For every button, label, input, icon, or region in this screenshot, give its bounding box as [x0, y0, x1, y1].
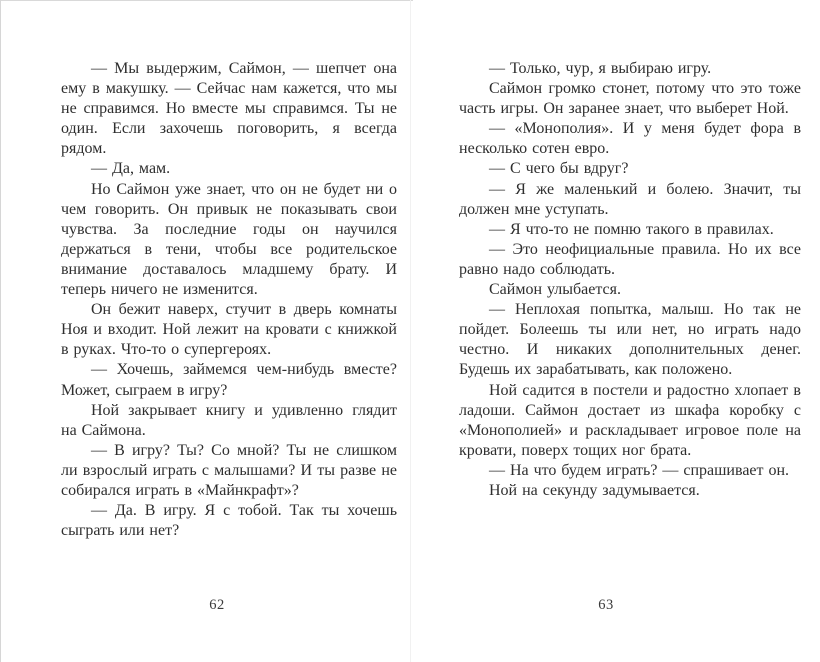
paragraph: — Я же маленький и болею. Значит, ты должен мне уступать.: [459, 180, 801, 218]
paragraph: — Только, чур, я выбираю игру.: [489, 60, 712, 77]
paragraph: — «Монополия». И у меня будет фора в несколько сотен евро.: [459, 120, 801, 158]
paragraph: — В игру? Ты? Со мной? Ты не слишком ли взрослый играть с малышами? И ты разве не собирался играть в «Майнкрафт»?: [61, 441, 397, 499]
page-left: [61, 59, 397, 629]
paragraph: — Неплохая попытка, малыш. Но так не пойдет. Болеешь ты или нет, но играть надо честно. И никаких дополнительных денег. Будешь их зарабатывать, как положено.: [459, 301, 801, 379]
paragraph: — Это неофициальные правила. Но их все равно надо соблюдать.: [459, 240, 801, 278]
paragraph: Но Саймон уже знает, что он не будет ни о чем говорить. Он привык не показывать свои чувства. За последние годы он научился держаться в тени, чтобы все родительское внимание доставалось младшему брату. И теперь ничего не изменится.: [61, 180, 397, 299]
page-right-number: 63: [598, 597, 614, 613]
paragraph: Ной закрывает книгу и удивленно глядит на Саймона.: [61, 401, 397, 439]
paragraph: — Да, мам.: [91, 160, 171, 178]
paragraph: — Мы выдержим, Саймон, — шепчет она ему в макушку. — Сейчас нам кажется, что мы не справимся. Но вместе мы справимся. Ты не один. Если захочешь поговорить, я всегда рядом.: [61, 60, 397, 158]
paragraph: Он бежит наверх, стучит в дверь комнаты Ноя и входит. Ной лежит на кровати с книжкой в руках. Что-то о супергероях.: [61, 301, 397, 359]
page-gutter-divider: [410, 0, 411, 662]
paragraph: Ной на секунду задумывается.: [489, 481, 700, 499]
page-left-number: 62: [209, 597, 225, 613]
paragraph: Ной садится в постели и радостно хлопает в ладоши. Саймон достает из шкафа коробку с «Монополией» и раскладывает игровое поле на кровати, поверх тощих ног брата.: [459, 381, 801, 459]
scan-edge-top: [0, 0, 413, 1]
paragraph: Саймон улыбается.: [489, 281, 622, 299]
paragraph: — Да. В игру. Я с тобой. Так ты хочешь сыграть или нет?: [61, 502, 397, 540]
page-right-text: [459, 59, 801, 501]
paragraph: — Хочешь, займемся чем-нибудь вместе? Может, сыграем в игру?: [61, 361, 397, 399]
paragraph: Саймон громко стонет, потому что это тоже часть игры. Он заранее знает, что выберет Ной.: [459, 80, 801, 118]
paragraph: — Я что-то не помню такого в правилах.: [489, 220, 774, 238]
paragraph: — С чего бы вдруг?: [489, 160, 629, 178]
page-right: [459, 59, 801, 629]
page-left-text: [61, 59, 397, 541]
scan-edge-left: [0, 0, 1, 662]
paragraph: — На что будем играть? — спрашивает он.: [489, 461, 790, 479]
